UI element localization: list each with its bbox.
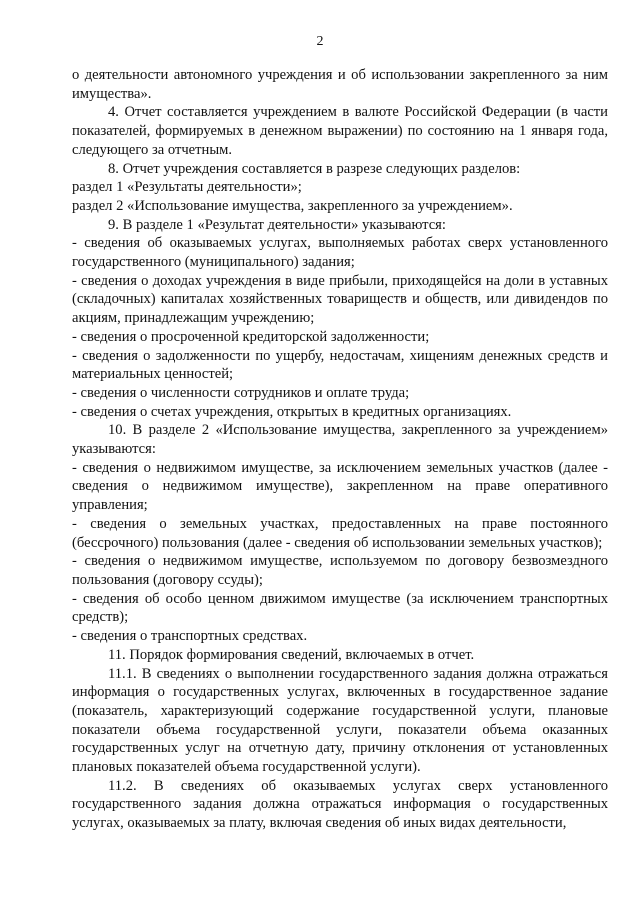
paragraph-5: раздел 2 «Использование имущества, закрепленного за учреждением». [72,197,513,214]
paragraph-12: - сведения о счетах учреждения, открытых в кредитных организациях. [72,403,512,420]
paragraph-15: - сведения о земельных участках, предоставленных на праве постоянного (бессрочного) пользования (далее - сведения об использовании земельных участков); [72,515,608,551]
paragraph-1: о деятельности автономного учреждения и об использовании закрепленного за ним имущества». [72,67,608,102]
paragraph-14: - сведения о недвижимом имуществе, за исключением земельных участков (далее - сведения о недвижимом имуществе), закрепленном на праве оперативного управления; [72,459,608,514]
paragraph-16: - сведения о недвижимом имуществе, используемом по договору безвозмездного пользования (договору ссуды); [72,553,608,588]
paragraph-17: - сведения об особо ценном движимом имуществе (за исключением транспортных средств); [72,590,608,626]
paragraph-3: 8. Отчет учреждения составляется в разрезе следующих разделов: [108,160,521,177]
document-body [72,66,608,833]
paragraph-10: - сведения о задолженности по ущербу, недостачам, хищениям денежных средств и материальных ценностей; [72,347,608,383]
paragraph-8: - сведения о доходах учреждения в виде прибыли, приходящейся на доли в уставных (складочных) капиталах хозяйственных товариществ и обществ, или дивидендов по акциям, принадлежащим учреждению; [72,272,608,327]
paragraph-13: 10. В разделе 2 «Использование имущества, закрепленного за учреждением» указываются: [72,422,608,458]
paragraph-21: 11.2. В сведениях об оказываемых услугах сверх установленного государственного задания должна отражаться информация о государственных услугах, оказываемых за плату, включая сведения об иных видах деятельности, [72,777,608,832]
paragraph-18: - сведения о транспортных средствах. [72,628,308,645]
paragraph-9: - сведения о просроченной кредиторской задолженности; [72,328,430,345]
paragraph-4: раздел 1 «Результаты деятельности»; [72,179,302,196]
paragraph-11: - сведения о численности сотрудников и оплате труда; [72,384,410,401]
paragraph-6: 9. В разделе 1 «Результат деятельности» указываются: [108,216,446,233]
paragraph-7: - сведения об оказываемых услугах, выполняемых работах сверх установленного государственного (муниципального) задания; [72,235,608,271]
paragraph-2: 4. Отчет составляется учреждением в валюте Российской Федерации (в части показателей, формируемых в денежном выражении) по состоянию на 1 января года, следующего за отчетным. [72,104,608,158]
paragraph-20: 11.1. В сведениях о выполнении государственного задания должна отражаться информация о государственных услугах, включенных в государственное задание (показатель, характеризующий содержание государственной услуги, плановые показатели объема государственной услуги, показатели объема оказанных государственных услуг на отчетную дату, причину отклонения от установленных плановых показателей объема государственной услуги). [72,665,608,776]
page-number: 2 [316,34,324,49]
paragraph-19: 11. Порядок формирования сведений, включаемых в отчет. [108,646,475,663]
